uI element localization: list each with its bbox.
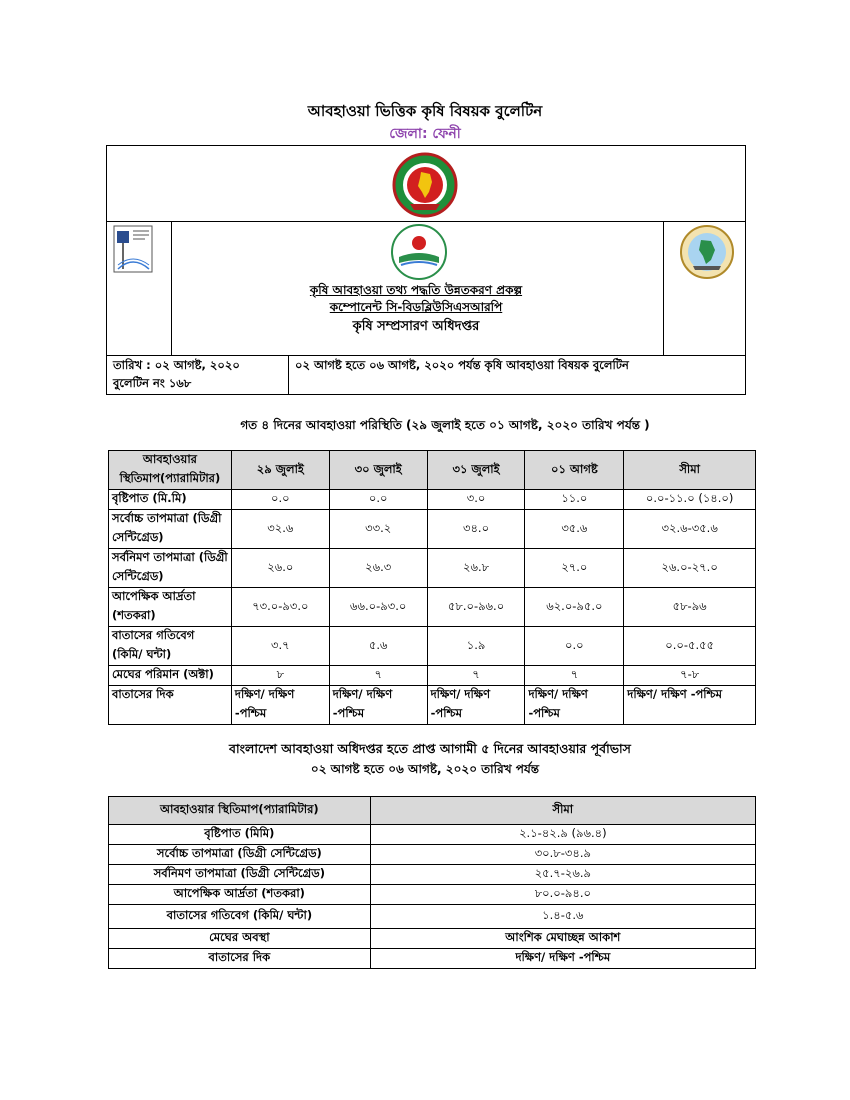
table-cell: ৫৮.০-৯৬.০ <box>427 588 525 627</box>
table-row <box>109 588 756 627</box>
past-weather-heading: গত ৪ দিনের আবহাওয়া পরিস্থিতি (২৯ জুলাই হতে ০১ আগষ্ট, ২০২০ তারিখ পর্যন্ত ) <box>240 418 650 432</box>
table-row <box>109 549 756 588</box>
table-cell: ৮ <box>231 666 329 686</box>
table-cell: ২৬.৮ <box>427 549 525 588</box>
column-header: ২৯ জুলাই <box>231 451 329 490</box>
table-cell: ৩.০ <box>427 490 525 510</box>
table-cell: ২৬.০-২৭.০ <box>624 549 756 588</box>
district-label: জেলা: ফেনী <box>389 126 461 142</box>
table-cell: ৮০.০-৯৪.০ <box>370 885 755 905</box>
bulletin-date: তারিখ : ০২ আগষ্ট, ২০২০ <box>113 358 240 372</box>
table-row <box>109 905 756 929</box>
table-cell: ১১.০ <box>525 490 624 510</box>
row-label: সর্বোচ্চ তাপমাত্রা (ডিগ্রী সেন্টিগ্রেড) <box>109 510 232 549</box>
table-cell: ০.০ <box>329 490 427 510</box>
header-divider <box>288 355 289 394</box>
column-header: সীমা <box>624 451 756 490</box>
column-header: ৩০ জুলাই <box>329 451 427 490</box>
table-cell: ৫.৬ <box>329 627 427 666</box>
row-label: বাতাসের গতিবেগ (কিমি/ ঘন্টা) <box>109 905 371 929</box>
table-cell: ২৫.৭-২৬.৯ <box>370 865 755 885</box>
bulletin-number: বুলেটিন নং ১৬৮ <box>113 376 192 390</box>
table-cell: ৩০.৮-৩৪.৯ <box>370 845 755 865</box>
forecast-heading: বাংলাদেশ আবহাওয়া অধিদপ্তর হতে প্রাপ্ত আগামী ৫ দিনের আবহাওয়ার পূর্বাভাস <box>229 741 631 756</box>
table-row <box>109 845 756 865</box>
table-header-row <box>109 451 756 490</box>
table-header-row <box>109 797 756 825</box>
table-cell: ৩.৭ <box>231 627 329 666</box>
department-name: কৃষি সম্প্রসারণ অধিদপ্তর <box>352 319 480 334</box>
table-cell: দক্ষিণ/ দক্ষিণ -পশ্চিম <box>624 686 756 725</box>
row-label: সর্বনিমণ তাপমাত্রা (ডিগ্রী সেন্টিগ্রেড) <box>109 865 371 885</box>
table-row <box>109 825 756 845</box>
table-row <box>109 885 756 905</box>
table-row <box>109 627 756 666</box>
project-name: কৃষি আবহাওয়া তথ্য পদ্ধতি উন্নতকরণ প্রকল্প <box>309 283 523 297</box>
row-label: বৃষ্টিপাত (মি.মি) <box>109 490 232 510</box>
row-label: বাতাসের দিক <box>109 949 371 969</box>
row-label: মেঘের পরিমান (অক্টা) <box>109 666 232 686</box>
header-row-seal <box>107 146 745 222</box>
weather-station-logo <box>113 225 153 273</box>
table-cell: ০.০-৫.৫৫ <box>624 627 756 666</box>
column-header: সীমা <box>370 797 755 825</box>
row-label: বাতাসের দিক <box>109 686 232 725</box>
table-cell: ৩২.৬ <box>231 510 329 549</box>
table-cell: ৫৮-৯৬ <box>624 588 756 627</box>
table-cell: ২৬.০ <box>231 549 329 588</box>
table-cell: দক্ষিণ/ দক্ষিণ -পশ্চিম <box>525 686 624 725</box>
table-cell: ০.০ <box>525 627 624 666</box>
row-label: সর্বনিমণ তাপমাত্রা (ডিগ্রী সেন্টিগ্রেড) <box>109 549 232 588</box>
table-cell: ৭৩.০-৯৩.০ <box>231 588 329 627</box>
agriculture-dept-logo <box>389 223 449 281</box>
table-row <box>109 490 756 510</box>
row-label: বৃষ্টিপাত (মিমি) <box>109 825 371 845</box>
table-cell: ০.০-১১.০ (১৪.০) <box>624 490 756 510</box>
table-cell: ২৭.০ <box>525 549 624 588</box>
table-cell: ৬২.০-৯৫.০ <box>525 588 624 627</box>
header-divider <box>663 221 664 355</box>
table-row <box>109 510 756 549</box>
header-box <box>106 145 746 395</box>
table-cell: দক্ষিণ/ দক্ষিণ -পশ্চিম <box>231 686 329 725</box>
table-cell: দক্ষিণ/ দক্ষিণ -পশ্চিম <box>427 686 525 725</box>
row-label: মেঘের অবস্থা <box>109 929 371 949</box>
header-row-project <box>107 221 745 356</box>
table-cell: ২৬.৩ <box>329 549 427 588</box>
table-row <box>109 949 756 969</box>
meteorology-dept-logo <box>679 224 735 280</box>
table-cell: ৬৬.০-৯৩.০ <box>329 588 427 627</box>
table-cell: ২.১-৪২.৯ (৯৬.৪) <box>370 825 755 845</box>
bulletin-period: ০২ আগষ্ট হতে ০৬ আগষ্ট, ২০২০ পর্যন্ত কৃষি আবহাওয়া বিষয়ক বুলেটিন <box>295 358 629 372</box>
table-cell: ১.৯ <box>427 627 525 666</box>
forecast-table <box>108 796 756 969</box>
table-cell: ৩৫.৬ <box>525 510 624 549</box>
table-cell: ৩২.৬-৩৫.৬ <box>624 510 756 549</box>
past-weather-table <box>108 450 756 725</box>
table-cell: দক্ষিণ/ দক্ষিণ -পশ্চিম <box>370 949 755 969</box>
row-label: আপেক্ষিক আর্দ্রতা (শতকরা) <box>109 885 371 905</box>
project-component: কম্পোনেন্ট সি-বিডব্লিউসিএসআরপি <box>329 300 503 314</box>
row-label: সর্বোচ্চ তাপমাত্রা (ডিগ্রী সেন্টিগ্রেড) <box>109 845 371 865</box>
column-header: আবহাওয়ার স্থিতিমাপ(প্যারামিটার) <box>109 797 371 825</box>
column-header: ৩১ জুলাই <box>427 451 525 490</box>
table-cell: ৩৩.২ <box>329 510 427 549</box>
table-cell: আংশিক মেঘাচ্ছন্ন আকাশ <box>370 929 755 949</box>
table-cell: ১.৪-৫.৬ <box>370 905 755 929</box>
table-cell: ৭ <box>525 666 624 686</box>
column-header: ০১ আগষ্ট <box>525 451 624 490</box>
government-seal-logo <box>392 152 458 218</box>
forecast-period: ০২ আগষ্ট হতে ০৬ আগষ্ট, ২০২০ তারিখ পর্যন্ত <box>310 762 540 776</box>
bulletin-title: আবহাওয়া ভিত্তিক কৃষি বিষয়ক বুলেটিন <box>307 102 543 120</box>
table-cell: দক্ষিণ/ দক্ষিণ -পশ্চিম <box>329 686 427 725</box>
table-cell: ০.০ <box>231 490 329 510</box>
row-label: বাতাসের গতিবেগ (কিমি/ ঘন্টা) <box>109 627 232 666</box>
table-cell: ৩৪.০ <box>427 510 525 549</box>
table-cell: ৭ <box>329 666 427 686</box>
table-row <box>109 929 756 949</box>
row-label: আপেক্ষিক আর্দ্রতা (শতকরা) <box>109 588 232 627</box>
column-header: আবহাওয়ার স্থিতিমাপ(প্যারামিটার) <box>109 451 232 490</box>
table-cell: ৭ <box>427 666 525 686</box>
table-row <box>109 666 756 686</box>
table-row <box>109 865 756 885</box>
header-row-date <box>107 355 745 394</box>
table-row <box>109 686 756 725</box>
table-cell: ৭-৮ <box>624 666 756 686</box>
